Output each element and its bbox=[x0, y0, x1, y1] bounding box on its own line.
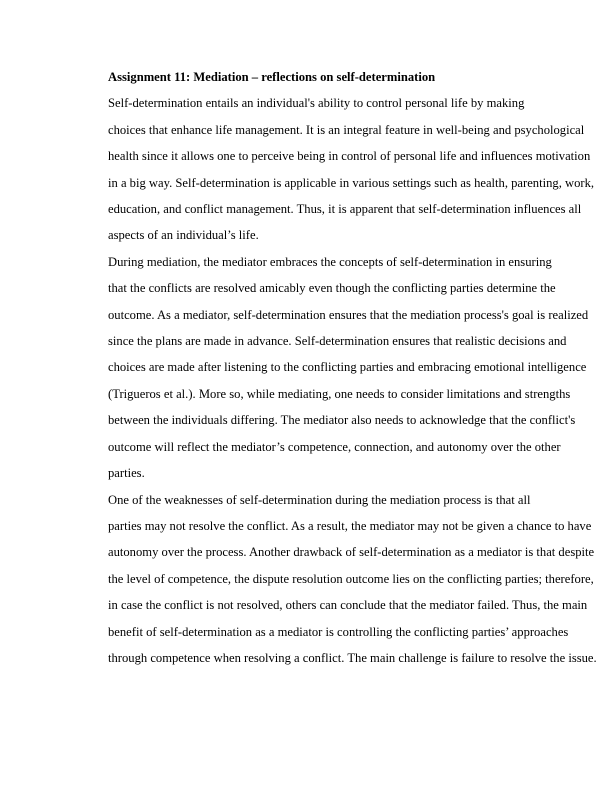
paragraph-line: During mediation, the mediator embraces the concepts of self-determination in ensuring bbox=[108, 254, 552, 269]
paragraph-line: in a big way. Self-determination is applicable in various settings such as health, parenting, work, bbox=[108, 175, 595, 190]
document-body bbox=[72, 64, 597, 671]
paragraph-line: choices that enhance life management. It is an integral feature in well-being and psychological bbox=[108, 122, 585, 137]
paragraph-line: One of the weaknesses of self-determination during the mediation process is that all bbox=[108, 492, 531, 507]
paragraph-line: (Trigueros et al.). More so, while mediating, one needs to consider limitations and strengths bbox=[108, 386, 571, 401]
paragraph-line: parties may not resolve the conflict. As a result, the mediator may not be given a chance to have bbox=[108, 518, 592, 533]
paragraph-line: outcome. As a mediator, self-determination ensures that the mediation process's goal is realized bbox=[108, 307, 589, 322]
paragraph-line: parties. bbox=[108, 466, 145, 481]
paragraph-line: education, and conflict management. Thus, it is apparent that self-determination influences all bbox=[108, 202, 582, 217]
paragraph-line: since the plans are made in advance. Self-determination ensures that realistic decisions and bbox=[108, 334, 567, 349]
paragraph-line: choices are made after listening to the conflicting parties and embracing emotional intelligence bbox=[108, 360, 587, 375]
paragraph-line: in case the conflict is not resolved, others can conclude that the mediator failed. Thus, the main bbox=[108, 598, 588, 613]
paragraph-line: outcome will reflect the mediator’s competence, connection, and autonomy over the other bbox=[108, 439, 561, 454]
paragraph-line: that the conflicts are resolved amicably even though the conflicting parties determine the bbox=[108, 281, 556, 296]
paragraph-line: Self-determination entails an individual's ability to control personal life by making bbox=[108, 96, 525, 111]
paragraph-2 bbox=[72, 249, 589, 487]
paragraph-line: aspects of an individual’s life. bbox=[108, 228, 259, 243]
document-title: Assignment 11: Mediation – reflections on self-determination bbox=[108, 70, 436, 84]
paragraph-line: the level of competence, the dispute resolution outcome lies on the conflicting parties; therefore, bbox=[108, 571, 594, 586]
paragraph-line: through competence when resolving a conflict. The main challenge is failure to resolve the issue. bbox=[108, 650, 597, 665]
paragraph-3 bbox=[72, 487, 597, 672]
paragraph-1 bbox=[72, 90, 595, 248]
paragraph-line: autonomy over the process. Another drawback of self-determination as a mediator is that despite bbox=[108, 545, 595, 560]
paragraph-line: benefit of self-determination as a mediator is controlling the conflicting parties’ approaches bbox=[108, 624, 569, 639]
paragraph-line: between the individuals differing. The mediator also needs to acknowledge that the conflict's bbox=[108, 413, 576, 428]
paragraph-line: health since it allows one to perceive being in control of personal life and influences motivation bbox=[108, 149, 591, 164]
